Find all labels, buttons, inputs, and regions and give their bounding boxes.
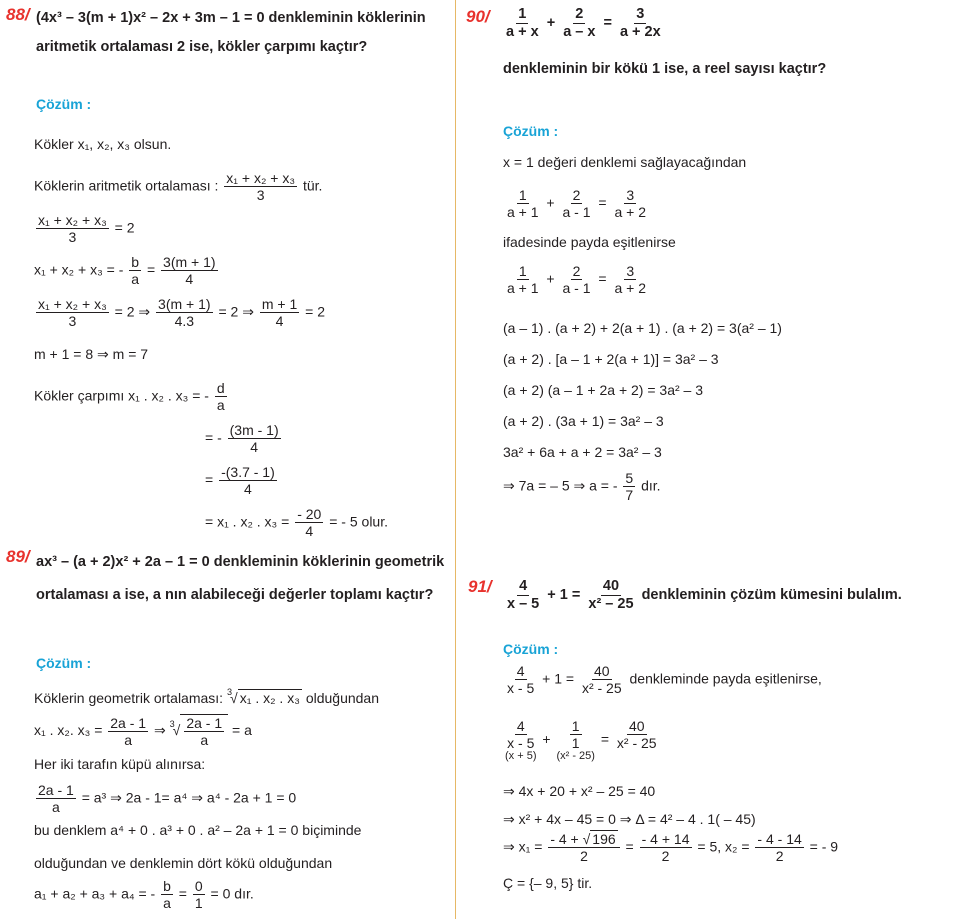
fraction: $\frac{1}{a + 1}$ bbox=[507, 263, 539, 297]
p88-step3: $\frac{\text{x₁ + x₂ + x₃}}{3}$ = 2 bbox=[38, 212, 135, 246]
fraction: $\frac{(3m - 1)}{4}$ bbox=[229, 422, 279, 456]
p89-step6: olduğundan ve denklemin dört kökü olduğundan bbox=[34, 855, 333, 871]
fraction: $\frac{3(m + 1)}{4.3}$ bbox=[158, 296, 211, 330]
p90-step7: (a + 2) (a – 1 + 2a + 2) = 3a² – 3 bbox=[503, 382, 704, 398]
problem-88-number: 88/ bbox=[6, 5, 30, 24]
p90-step8: (a + 2) . (3a + 1) = 3a² – 3 bbox=[503, 413, 664, 429]
p88-step10: = x₁ . x₂ . x₃ = $\frac{- 20}{4}$ = - 5 olur. bbox=[205, 506, 388, 540]
problem-91-question: $\frac{4}{x - 5}$ + 1 = $\frac{40}{\text{x² – 25}}$ denkleminin çözüm kümesini bulalım. bbox=[507, 578, 902, 612]
p88-step9: = $\frac{-(3.7 - 1)}{4}$ bbox=[205, 464, 275, 498]
fraction: $\frac{4}{x - 5}$ bbox=[507, 663, 535, 697]
fraction: $\frac{-(3.7 - 1)}{4}$ bbox=[221, 464, 275, 498]
p88-step1: Kökler x₁, x₂, x₃ olsun. bbox=[34, 136, 172, 152]
fraction: $\frac{2a - 1}{a}$ bbox=[186, 715, 223, 749]
p90-step3: ifadesinde payda eşitlenirse bbox=[503, 234, 676, 250]
p91-step4: ⇒ x² + 4x – 45 = 0 ⇒ Δ = 4² – 4 . 1( – 45) bbox=[503, 811, 756, 827]
p88-step7: Kökler çarpımı x₁ . x₂ . x₃ = - $\frac{d}{a}$ bbox=[34, 380, 225, 414]
fraction: $\frac{\text{x₁ + x₂ + x₃}}{3}$ bbox=[38, 212, 107, 246]
p88-step5: $\frac{\text{x₁ + x₂ + x₃}}{3}$ = 2 ⇒ $\frac{3(m + 1)}{4.3}$ = 2 ⇒ $\frac{m + 1}{4}$ = 2 bbox=[38, 296, 325, 330]
fraction: $\frac{b}{a}$ bbox=[131, 254, 140, 288]
p88-step8: = - $\frac{(3m - 1)}{4}$ bbox=[205, 422, 279, 456]
p89-step1: Köklerin geometrik ortalaması: $^3$√ x₁ . x₂ . x₃ olduğundan bbox=[34, 687, 379, 707]
problem-89-number: 89/ bbox=[6, 547, 30, 566]
fraction: $\frac{2}{a - 1}$ bbox=[562, 263, 591, 297]
fraction: $\frac{5}{7}$ bbox=[625, 470, 634, 504]
p90-step10: ⇒ 7a = – 5 ⇒ a = - $\frac{5}{7}$ dır. bbox=[503, 470, 661, 504]
fraction: $\frac{40}{\text{x² – 25}}$ bbox=[588, 578, 634, 612]
fraction: $\frac{2}{a - x}$ bbox=[563, 6, 596, 40]
fraction: $\frac{0}{1}$ bbox=[194, 878, 203, 912]
fraction: $\frac{3}{a + 2}$ bbox=[614, 187, 647, 221]
p89-step5: bu denklem a⁴ + 0 . a³ + 0 . a² – 2a + 1 = 0 biçiminde bbox=[34, 822, 362, 838]
fraction: $\frac{1}{a + x}$ bbox=[506, 6, 539, 40]
problem-91-number: 91/ bbox=[468, 577, 492, 596]
p89-step2: x₁ . x₂. x₃ = $\frac{2a - 1}{a}$ ⇒ $^3$√ $\frac{2a - 1}{a}$ = a bbox=[34, 714, 252, 749]
problem-91-solution-label: Çözüm : bbox=[503, 641, 559, 657]
fraction: $\frac{- 4 - 14}{2}$ bbox=[757, 831, 802, 865]
fraction: $\frac{2a - 1}{a}$ bbox=[110, 714, 147, 748]
problem-88-question-line1: (4x³ – 3(m + 1)x² – 2x + 3m – 1 = 0 denkleminin köklerinin bbox=[36, 10, 426, 26]
fraction: $\frac{\text{x₁ + x₂ + x₃}}{3}$ bbox=[226, 170, 296, 204]
problem-89-question-line2: ortalaması a ise, a nın alabileceği değerler toplamı kaçtır? bbox=[36, 587, 434, 603]
fraction: $\frac{1}{a + 1}$ bbox=[507, 187, 539, 221]
problem-90-solution-label: Çözüm : bbox=[503, 123, 559, 139]
p90-step4: $\frac{1}{a + 1}$ + $\frac{2}{a - 1}$ = $\frac{3}{a + 2}$ bbox=[507, 263, 647, 297]
problem-90-equation: $\frac{1}{a + x}$ + $\frac{2}{a - x}$ = $\frac{3}{a + 2x}$ bbox=[506, 6, 661, 40]
fraction: $\frac{4}{x - 5}$ bbox=[507, 578, 540, 612]
p90-step1: x = 1 değeri denklemi sağlayacağından bbox=[503, 154, 747, 170]
problem-89-solution-label: Çözüm : bbox=[36, 655, 92, 671]
p91-step1: $\frac{4}{x - 5}$ + 1 = $\frac{40}{\text{x² - 25}}$ denkleminde payda eşitlenirse, bbox=[507, 663, 822, 697]
fraction: $\frac{3}{a + 2}$ bbox=[614, 263, 647, 297]
p90-step2: $\frac{1}{a + 1}$ + $\frac{2}{a - 1}$ = $\frac{3}{a + 2}$ bbox=[507, 187, 647, 221]
p88-step4: x₁ + x₂ + x₃ = - $\frac{b}{a}$ = $\frac{3(m + 1)}{4}$ bbox=[34, 254, 216, 288]
fraction: 1 1 (x² - 25) bbox=[556, 718, 595, 763]
fraction: $\frac{- 4 + 14}{2}$ bbox=[641, 831, 690, 865]
fraction: $\frac{2}{a - 1}$ bbox=[562, 187, 591, 221]
p90-step5: (a – 1) . (a + 2) + 2(a + 1) . (a + 2) = 3(a² – 1) bbox=[503, 320, 782, 336]
p90-step9: 3a² + 6a + a + 2 = 3a² – 3 bbox=[503, 444, 662, 460]
problem-88-solution-label: Çözüm : bbox=[36, 96, 92, 112]
fraction: $\frac{3(m + 1)}{4}$ bbox=[163, 254, 216, 288]
fraction: $\frac{2a - 1}{a}$ bbox=[38, 782, 74, 816]
fraction: $\frac{40}{\text{x² - 25}}$ bbox=[581, 663, 622, 697]
problem-88-question-line2: aritmetik ortalaması 2 ise, kökler çarpımı kaçtır? bbox=[36, 39, 368, 55]
fraction: $\frac{d}{a}$ bbox=[216, 380, 225, 414]
p89-step4: $\frac{2a - 1}{a}$ = a³ ⇒ 2a - 1= a⁴ ⇒ a⁴ - 2a + 1 = 0 bbox=[38, 782, 297, 816]
p90-step6: (a + 2) . [a – 1 + 2(a + 1)] = 3a² – 3 bbox=[503, 351, 719, 367]
p91-step6: Ç = {– 9, 5} tir. bbox=[503, 875, 593, 891]
fraction: $\frac{40}{\text{x² - 25}}$ bbox=[616, 718, 657, 752]
fraction: $\frac{- 4 + √ 196}{2}$ bbox=[548, 831, 619, 864]
fraction: $\frac{3}{a + 2x}$ bbox=[619, 6, 661, 40]
fraction: $\frac{\text{x₁ + x₂ + x₃}}{3}$ bbox=[38, 296, 107, 330]
fraction: $\frac{m + 1}{4}$ bbox=[261, 296, 298, 330]
fraction: $\frac{b}{a}$ bbox=[163, 878, 171, 912]
p88-step2: Köklerin aritmetik ortalaması : $\frac{\text{x₁ + x₂ + x₃}}{3}$ tür. bbox=[34, 170, 323, 204]
problem-90-question: denkleminin bir kökü 1 ise, a reel sayısı kaçtır? bbox=[503, 61, 827, 77]
problem-89-question-line1: ax³ – (a + 2)x² + 2a – 1 = 0 denkleminin köklerinin geometrik bbox=[36, 554, 445, 570]
column-divider bbox=[455, 0, 456, 919]
p91-step5: ⇒ x₁ = $\frac{- 4 + √ 196}{2}$ = $\frac{- 4 + 14}{2}$ = 5, x₂ = $\frac{- 4 - 14}{2}$ = - 9 bbox=[503, 831, 839, 865]
fraction: 4 x - 5 (x + 5) bbox=[505, 718, 537, 763]
p91-step3: ⇒ 4x + 20 + x² – 25 = 40 bbox=[503, 783, 656, 799]
p88-step6: m + 1 = 8 ⇒ m = 7 bbox=[34, 346, 149, 362]
p91-step2: 4 x - 5 (x + 5) + 1 1 (x² - 25) = $\frac{40}{\text{x² - 25}}$ bbox=[505, 718, 657, 763]
fraction: $\frac{- 20}{4}$ bbox=[297, 506, 322, 540]
problem-90-number: 90/ bbox=[466, 7, 490, 26]
p89-step7: a₁ + a₂ + a₃ + a₄ = - $\frac{b}{a}$ = $\frac{0}{1}$ = 0 dır. bbox=[34, 878, 254, 912]
p89-step3: Her iki tarafın küpü alınırsa: bbox=[34, 756, 206, 772]
